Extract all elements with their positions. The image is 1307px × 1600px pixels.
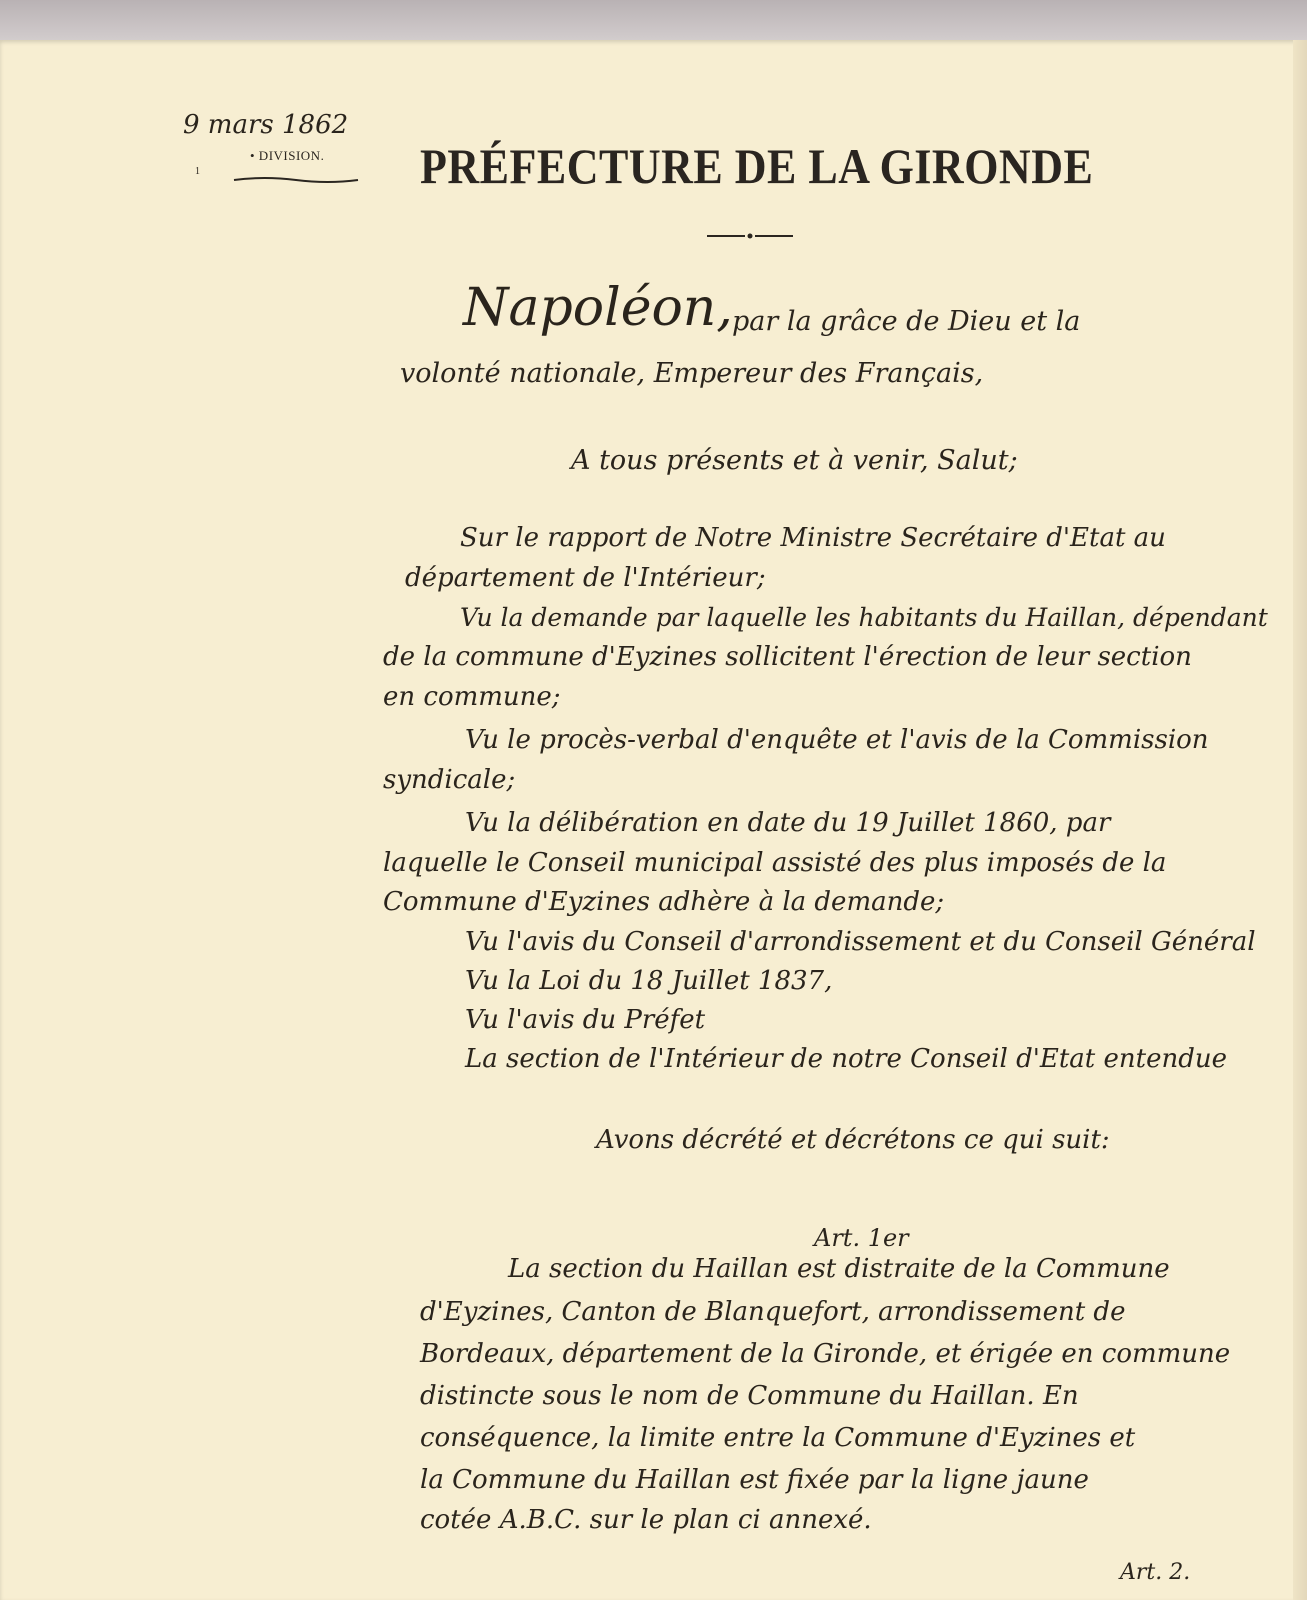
preamble-volonte: volonté nationale, Empereur des Français, (400, 358, 984, 389)
title-ornament (705, 232, 795, 240)
article-1-line: d'Eyzines, Canton de Blanquefort, arrondissement de (420, 1297, 1126, 1327)
considerant-line: Vu l'avis du Conseil d'arrondissement et du Conseil Général (465, 927, 1256, 957)
preamble-grace: par la grâce de Dieu et la (732, 306, 1081, 337)
considerant-line: Vu la Loi du 18 Juillet 1837, (465, 966, 833, 996)
considerant-line: Commune d'Eyzines adhère à la demande; (383, 887, 945, 917)
considerant-line: Vu la demande par laquelle les habitants du Haillan, dépendant (460, 603, 1268, 632)
margin-date: 9 mars 1862 (183, 110, 349, 140)
preamble-napoleon: Napoléon, (463, 278, 733, 338)
page-title: PRÉFECTURE DE LA GIRONDE (420, 139, 1094, 194)
page-edge (1293, 40, 1307, 1600)
considerant-line: Sur le rapport de Notre Ministre Secrétaire d'Etat au (460, 523, 1166, 553)
article-1-line: cotée A.B.C. sur le plan ci annexé. (420, 1505, 872, 1535)
considerant-line: département de l'Intérieur; (405, 563, 766, 593)
preamble-salut: A tous présents et à venir, Salut; (571, 445, 1018, 476)
considerant-line: Vu la délibération en date du 19 Juillet 1860, par (465, 808, 1111, 838)
article-1-line: conséquence, la limite entre la Commune d'Eyzines et (420, 1423, 1136, 1453)
division-underline (232, 176, 360, 184)
considerant-line: syndicale; (383, 765, 516, 795)
considerant-line: Vu l'avis du Préfet (465, 1005, 706, 1035)
margin-mark: 1 (195, 166, 200, 177)
article-1-line: Bordeaux, département de la Gironde, et érigée en commune (420, 1339, 1231, 1369)
article-1-line: La section du Haillan est distraite de la Commune (508, 1254, 1170, 1284)
considerant-line: La section de l'Intérieur de notre Conseil d'Etat entendue (465, 1044, 1227, 1074)
article-1-heading: Art. 1er (814, 1224, 909, 1252)
considerant-line: en commune; (383, 682, 561, 712)
considerant-line: Vu le procès-verbal d'enquête et l'avis de la Commission (465, 725, 1209, 755)
division-label: • DIVISION. (250, 148, 325, 163)
decree-intro: Avons décrété et décrétons ce qui suit: (596, 1125, 1110, 1155)
article-1-line: distincte sous le nom de Commune du Haillan. En (420, 1381, 1079, 1411)
article-1-line: la Commune du Haillan est fixée par la ligne jaune (420, 1465, 1089, 1495)
considerant-line: de la commune d'Eyzines sollicitent l'érection de leur section (383, 642, 1192, 672)
article-2-heading: Art. 2. (1120, 1560, 1191, 1585)
considerant-line: laquelle le Conseil municipal assisté des plus imposés de la (383, 848, 1167, 878)
